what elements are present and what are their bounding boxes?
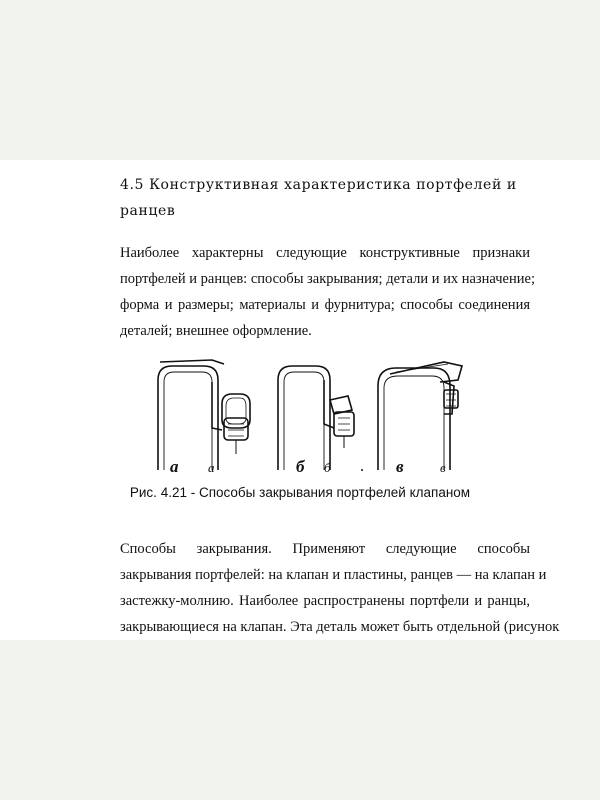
intro-paragraph — [120, 240, 535, 344]
closing-line-3: застежку-молнию. Наиболее распространены портфели и ранцы, — [120, 593, 530, 609]
heading-line-2: ранцев — [120, 203, 176, 219]
heading-line-1: 4.5 Конструктивная характеристика портфелей и — [120, 177, 517, 193]
label-v-small: в — [440, 460, 446, 475]
figure-dot — [361, 469, 363, 471]
closing-paragraph — [120, 536, 560, 640]
closing-line-1: Способы закрывания. Применяют следующие способы — [120, 541, 530, 557]
intro-line-3: форма и размеры; материалы и фурнитура; способы соединения — [120, 297, 530, 313]
closing-line-4: закрывающиеся на клапан. Эта деталь может быть отдельной (рисунок — [120, 619, 560, 635]
label-v-large: в — [396, 457, 404, 476]
intro-line-2: портфелей и ранцев: способы закрывания; детали и их назначение; — [120, 271, 535, 287]
briefcase-variant-a — [158, 360, 250, 470]
label-a-small: а — [208, 460, 215, 475]
label-b-small: б — [324, 460, 331, 475]
section-heading — [120, 172, 520, 224]
intro-line-4: деталей; внешнее оформление. — [120, 323, 312, 339]
closure-methods-figure — [140, 358, 500, 478]
closing-line-2: закрывания портфелей: на клапан и пластины, ранцев — на клапан и — [120, 567, 547, 583]
label-a-large: а — [170, 457, 179, 476]
label-b-large: б — [296, 457, 305, 476]
figure-caption: Рис. 4.21 - Способы закрывания портфелей клапаном — [129, 485, 471, 500]
briefcase-variant-v — [378, 362, 462, 470]
intro-line-1: Наиболее характерны следующие конструктивные признаки — [120, 245, 530, 261]
document-page — [0, 160, 600, 640]
briefcase-variant-b — [278, 366, 354, 470]
